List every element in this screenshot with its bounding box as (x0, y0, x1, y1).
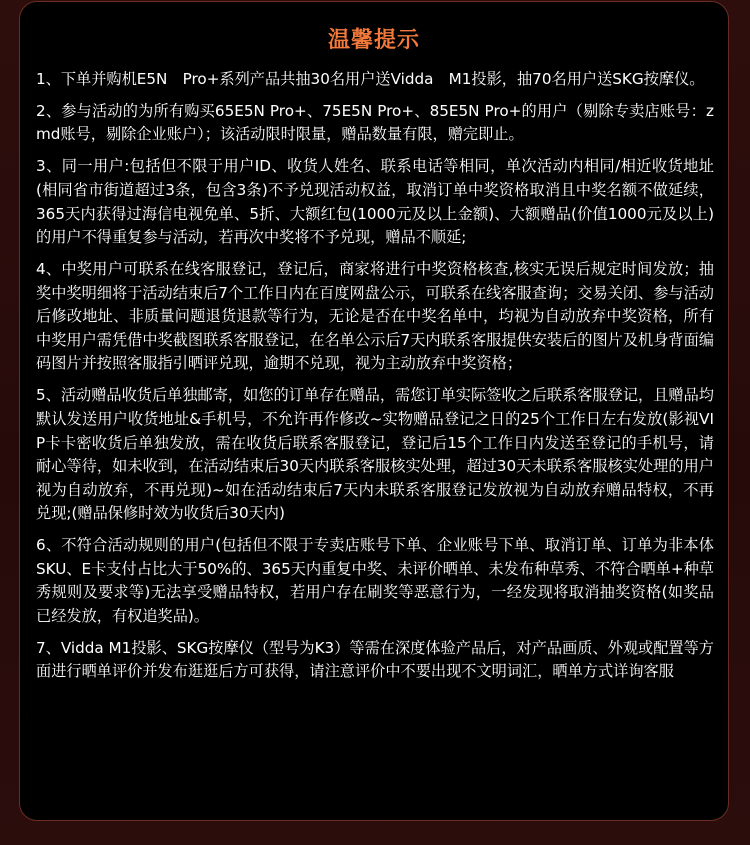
rule-item-1: 1、下单并购机E5N Pro+系列产品共抽30名用户送Vidda M1投影，抽70名用户送SKG按摩仪。 (36, 70, 705, 88)
rule-item-6: 6、不符合活动规则的用户(包括但不限于专卖店账号下单、企业账号下单、取消订单、订单为非本体SKU、E卡支付占比大于50%的、365天内重复中奖、未评价晒单、未发布种草秀、不符合晒单+种草秀规则及要求等)无法享受赠品特权，若用户存在刷奖等恶意行为，一经发现将取消抽奖资格(如奖品已经发放，有权追奖品)。 (36, 536, 714, 625)
rule-item-4: 4、中奖用户可联系在线客服登记，登记后，商家将进行中奖资格核查,核实无误后规定时间发放；抽奖中奖明细将于活动结束后7个工作日内在百度网盘公示，可联系在线客服查询；交易关闭、参与活动后修改地址、非质量问题退货退款等行为，无论是否在中奖名单中，均视为自动放弃中奖资格，所有中奖用户需凭借中奖截图联系客服登记，在名单公示后7天内联系客服提供安装后的图片及机身背面编码图片并按照客服指引晒评兑现，逾期不兑现，视为主动放弃中奖资格； (36, 260, 714, 373)
notice-card (19, 1, 729, 821)
rule-item-3: 3、同一用户:包括但不限于用户ID、收货人姓名、联系电话等相同，单次活动内相同/相近收货地址(相同省市街道超过3条，包含3条)不予兑现活动权益，取消订单中奖资格取消且中奖名额不做延续，365天内获得过海信电视免单、5折、大额红包(1000元及以上金额)、大额赠品(价值1000元及以上)的用户不得重复参与活动，若再次中奖将不予兑现，赠品不顺延; (36, 157, 714, 247)
notice-title: 温馨提示 (327, 28, 420, 53)
notice-rules-list (20, 68, 728, 684)
rule-item-5: 5、活动赠品收货后单独邮寄，如您的订单存在赠品，需您订单实际签收之后联系客服登记，且赠品均默认发送用户收货地址&手机号，不允许再作修改~实物赠品登记之日的25个工作日左右发放(影视VIP卡卡密收货后单独发放，需在收货后联系客服登记，登记后15个工作日内发送至登记的手机号，请耐心等待，如未收到，在活动结束后30天内联系客服核实处理，超过30天未联系客服核实处理的用户视为自动放弃，不再兑现)~如在活动结束后7天内未联系客服登记发放视为自动放弃赠品特权，不再兑现;(赠品保修时效为收货后30天内) (36, 386, 714, 523)
rule-item-2: 2、参与活动的为所有购买65E5N Pro+、75E5N Pro+、85E5N Pro+的用户（剔除专卖店账号：zmd账号，剔除企业账户）；该活动限时限量，赠品数量有限，赠完即止。 (36, 101, 714, 144)
rule-item-7: 7、Vidda M1投影、SKG按摩仪（型号为K3）等需在深度体验产品后，对产品画质、外观或配置等方面进行晒单评价并发布逛逛后方可获得，请注意评价中不要出现不文明词汇，晒单方式详询客服 (36, 638, 714, 681)
